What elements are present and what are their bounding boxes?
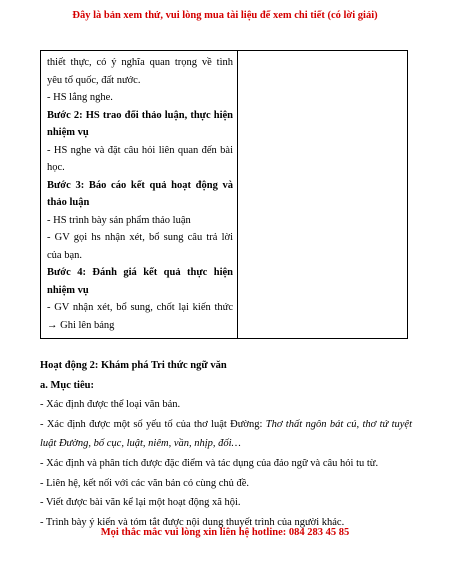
table-line: - GV nhận xét, bổ sung, chốt lại kiến thức — [47, 302, 233, 313]
activity-section — [40, 356, 412, 532]
table-line: yêu tổ quốc, đất nước. — [47, 74, 141, 86]
objectives-heading: a. Mục tiêu: — [40, 379, 94, 391]
table-line: - HS nghe và đặt câu hỏi liên quan đến bài — [47, 144, 233, 156]
objective-item: - Liên hệ, kết nối với các văn bản có cùng chủ đề. — [40, 477, 250, 489]
preview-notice: Đây là bản xem thử, vui lòng mua tài liệu để xem chi tiết (có lời giải) — [72, 10, 378, 21]
objective-item: - Viết được bài văn kể lại một hoạt động xã hội. — [40, 497, 241, 509]
table-line: → Ghi lên bảng — [47, 319, 115, 331]
table-line: - GV gọi hs nhận xét, bổ sung câu trả lời — [47, 232, 233, 243]
table-line: thiết thực, có ý nghĩa quan trọng về tình — [47, 57, 233, 68]
step-heading: nhiệm vụ — [47, 284, 89, 296]
step-heading: thảo luận — [47, 197, 90, 208]
step-heading: Bước 2: HS trao đổi thảo luận, thực hiện — [47, 109, 233, 121]
activity-table — [40, 50, 408, 339]
objective-item: - Xác định được một số yếu tố của thơ luật Đường: Thơ thất ngôn bát cú, thơ tứ tuyệt luật Đường, bố cục, luật, niêm, vần, nhịp, đối… — [40, 418, 412, 450]
objective-item: - Xác định được thể loại văn bản. — [40, 399, 181, 411]
step-heading: Bước 4: Đánh giá kết quả thực hiện — [47, 267, 233, 278]
table-line: của bạn. — [47, 249, 82, 261]
objective-item-italic: Thơ thất ngôn bát cú, thơ tứ tuyệt luật Đường, bố cục, luật, niêm, vần, nhịp, đối… — [40, 418, 412, 450]
table-line: - HS lắng nghe. — [47, 92, 113, 103]
objective-item: - Trình bày ý kiến và tóm tắt được nội dung thuyết trình của người khác. — [40, 516, 345, 528]
activity-title: Hoạt động 2: Khám phá Tri thức ngữ văn — [40, 360, 227, 371]
table-line: - HS trình bày sản phẩm thảo luận — [47, 214, 191, 226]
hotline-notice: Mọi thắc mắc vui lòng xin liên hệ hotline: 084 283 45 85 — [100, 527, 350, 538]
step-heading: Bước 3: Báo cáo kết quả hoạt động và — [47, 179, 233, 191]
objective-item: - Xác định và phân tích được đặc điểm và tác dụng của đảo ngữ và câu hỏi tu từ. — [40, 457, 379, 469]
step-heading: nhiệm vụ — [47, 127, 89, 138]
table-left-cell — [47, 54, 233, 334]
table-line: học. — [47, 162, 65, 173]
table-column-divider — [237, 51, 238, 338]
